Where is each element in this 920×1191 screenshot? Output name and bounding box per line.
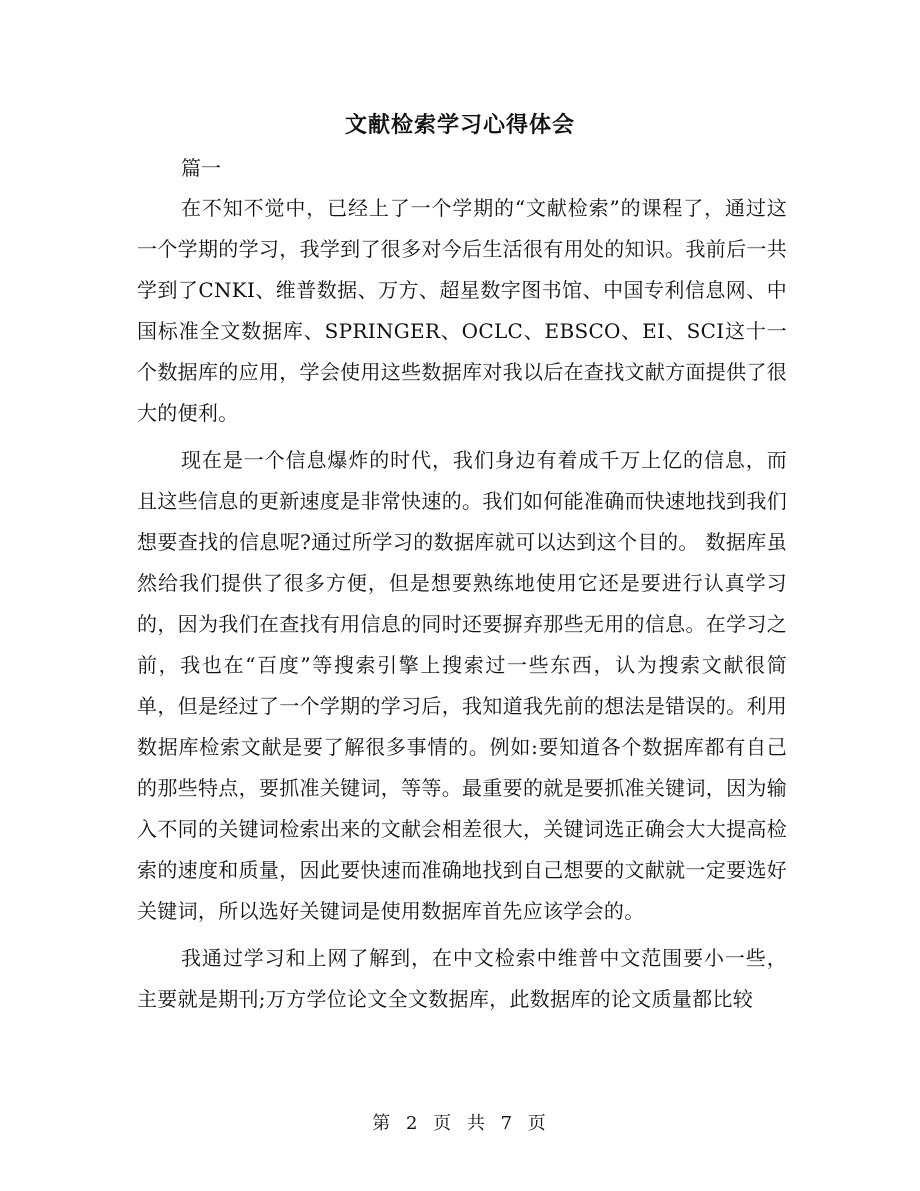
paragraph-3: 我通过学习和上网了解到，在中文检索中维普中文范围要小一些，主要就是期刊;万方学位论文全文数据库，此数据库的论文质量都比较: [137, 946, 787, 1011]
paragraph-2: 现在是一个信息爆炸的时代，我们身边有着成千万上亿的信息，而且这些信息的更新速度是非常快速的。我们如何能准确而快速地找到我们想要查找的信息呢?通过所学习的数据库就可以达到这个目的。 数据库虽然给我们提供了很多方便，但是想要熟练地使用它还是要进行认真学习的，因为我们在查找有用信息的同时还要摒弃那些无用的信息。在学习之前，我也在“百度”等搜索引擎上搜索过一些东西，认为搜索文献很简单，但是经过了一个学期的学习后，我知道我先前的想法是错误的。利用数据库检索文献是要了解很多事情的。例如:要知道各个数据库都有自己的那些特点，要抓准关键词，等等。最重要的就是要抓准关键词，因为输入不同的关键词检索出来的文献会相差很大，关键词选正确会大大提高检索的速度和质量，因此要快速而准确地找到自己想要的文献就一定要选好关键词，所以选好关键词是使用数据库首先应该学会的。: [137, 448, 787, 923]
paragraph-1: 在不知不觉中，已经上了一个学期的“文献检索”的课程了，通过这一个学期的学习，我学到了很多对今后生活很有用处的知识。我前后一共学到了CNKI、维普数据、万方、超星数字图书馆、中国专利信息网、中国标准全文数据库、SPRINGER、OCLC、EBSCO、EI、SCI这十一个数据库的应用，学会使用这些数据库对我以后在查找文献方面提供了很大的便利。: [137, 196, 787, 425]
document-title: 文献检索学习心得体会: [344, 112, 575, 138]
document-body: [137, 148, 787, 1026]
page-number-footer: 第 2 页 共 7 页: [372, 1113, 548, 1134]
section-heading: 篇一: [181, 156, 221, 180]
